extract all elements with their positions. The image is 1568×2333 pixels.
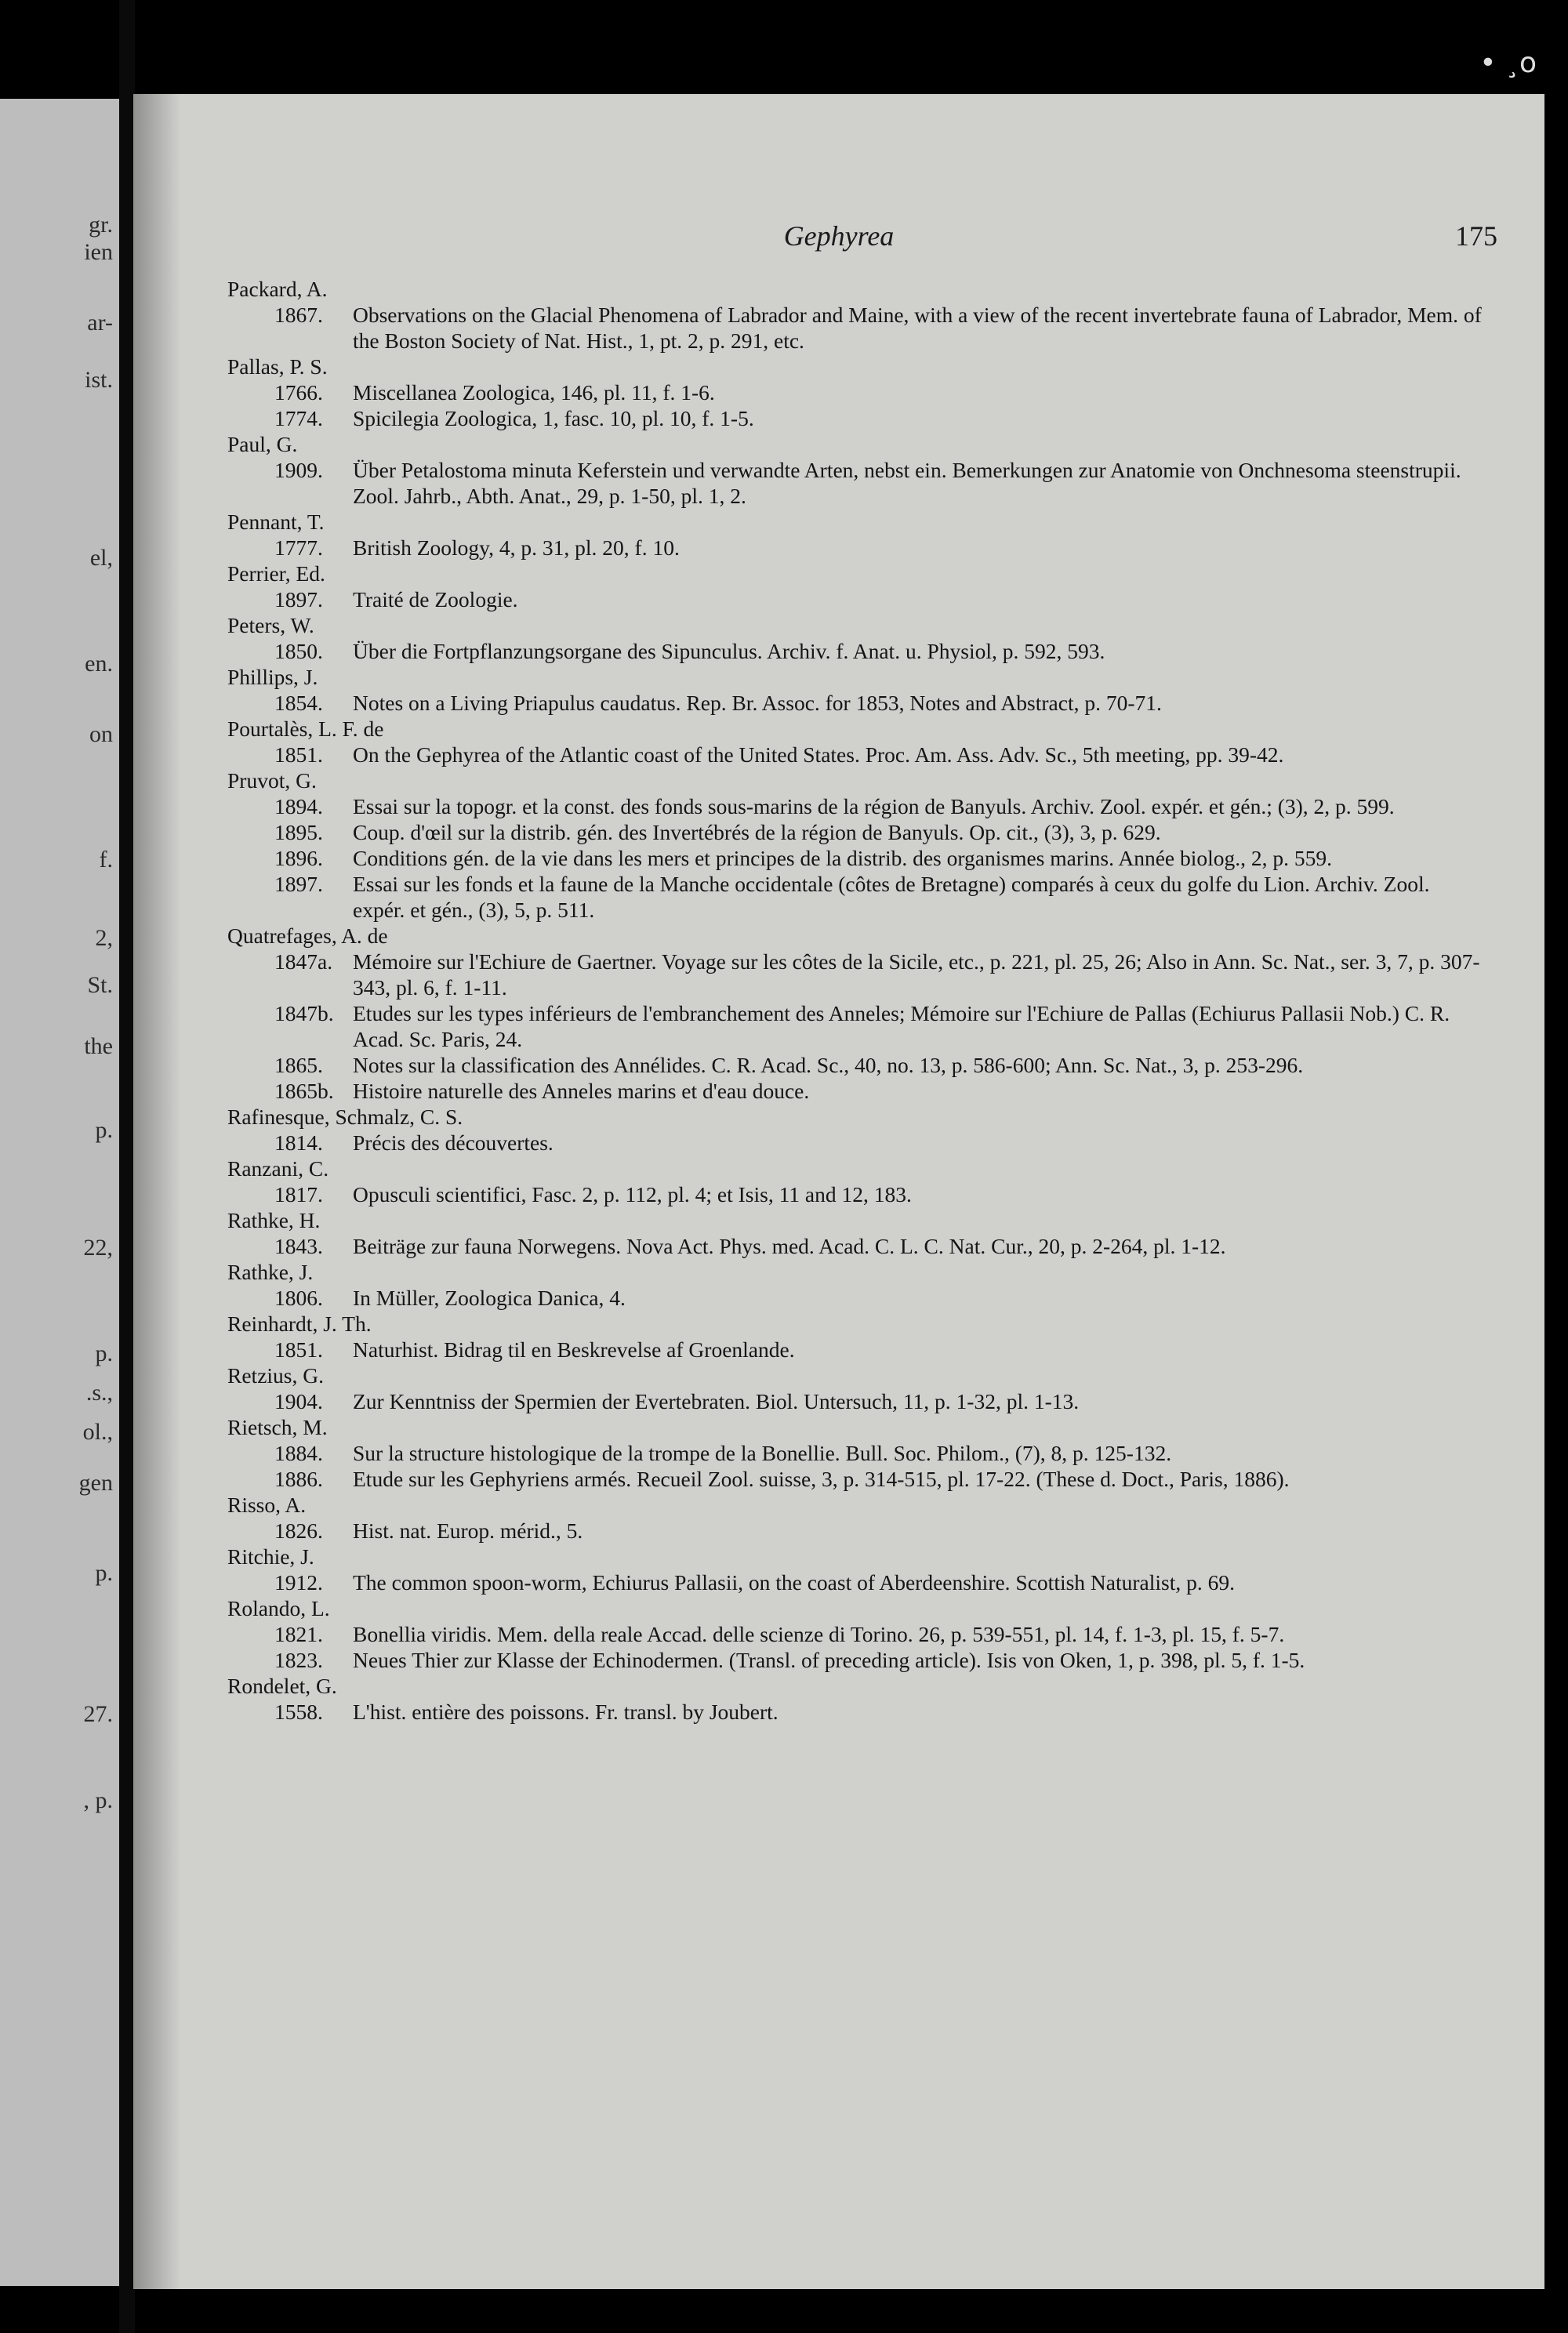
bib-entry <box>274 819 1482 845</box>
bib-text: Mémoire sur l'Echiure de Gaertner. Voyage sur les côtes de la Sicile, etc., p. 221, pl. 25, 26; Also in Ann. Sc. Nat., ser. 3, 7, p. 307-343, pl. 6, f. 1-11. <box>353 949 1480 1000</box>
bib-author: Rolando, L. <box>227 1596 330 1620</box>
bib-text: Beiträge zur fauna Norwegens. Nova Act. Phys. med. Acad. C. L. C. Nat. Cur., 20, p. 2-264, pl. 1-12. <box>353 1234 1226 1258</box>
bib-entry <box>274 638 1482 664</box>
bib-year: 1865. <box>274 1053 323 1077</box>
bib-entry <box>274 1052 1482 1078</box>
bib-entry <box>274 1181 1482 1207</box>
bib-entry <box>274 379 1482 405</box>
bib-entry <box>274 793 1482 819</box>
bib-year: 1894. <box>274 794 323 818</box>
bib-text: Über die Fortpflanzungsorgane des Sipunculus. Archiv. f. Anat. u. Physiol, p. 592, 593. <box>353 639 1105 663</box>
bib-year: 1912. <box>274 1570 323 1595</box>
left-page-text-fragment: p. <box>95 1560 113 1586</box>
bib-author: Rietsch, M. <box>227 1415 328 1439</box>
bib-year: 1895. <box>274 820 323 844</box>
bib-year: 1766. <box>274 380 323 405</box>
bib-year: 1817. <box>274 1182 323 1206</box>
bib-year: 1774. <box>274 406 323 430</box>
bib-text: Conditions gén. de la vie dans les mers et principes de la distrib. des organismes marins. Année biolog., 2, p. 559. <box>353 846 1333 870</box>
bib-entry <box>274 1130 1482 1156</box>
bib-year: 1854. <box>274 691 323 715</box>
left-page-text-fragment: ien <box>84 239 113 265</box>
bib-entry <box>274 302 1482 354</box>
bib-text: Essai sur la topogr. et la const. des fonds sous-marins de la région de Banyuls. Archiv. Zool. expér. et gén.; (3), 2, p. 599. <box>353 794 1395 818</box>
bib-text: Histoire naturelle des Anneles marins et d'eau douce. <box>353 1079 810 1103</box>
bib-author: Pruvot, G. <box>227 768 317 793</box>
bib-text: Naturhist. Bidrag til en Beskrevelse af Groenlande. <box>353 1337 795 1362</box>
bib-text: The common spoon-worm, Echiurus Pallasii, on the coast of Aberdeenshire. Scottish Naturalist, p. 69. <box>353 1570 1236 1595</box>
bib-author: Ritchie, J. <box>227 1544 314 1569</box>
bib-text: Notes on a Living Priapulus caudatus. Rep. Br. Assoc. for 1853, Notes and Abstract, p. 70-71. <box>353 691 1162 715</box>
bib-text: L'hist. entière des poissons. Fr. transl. by Joubert. <box>353 1700 779 1724</box>
left-page-text-fragment: , p. <box>83 1787 113 1813</box>
left-page-text-fragment: p. <box>95 1117 113 1143</box>
bib-text: Notes sur la classification des Annélides. C. R. Acad. Sc., 40, no. 13, p. 586-600; Ann. Sc. Nat., 3, p. 253-296. <box>353 1053 1304 1077</box>
left-page-text-fragment: 2, <box>95 925 113 951</box>
bib-year: 1909. <box>274 458 323 482</box>
bib-author: Rathke, H. <box>227 1208 321 1232</box>
bib-text: Essai sur les fonds et la faune de la Manche occidentale (côtes de Bretagne) comparés à ceux du golfe du Lion. Archiv. Zool. expér. et gén., (3), 5, p. 511. <box>353 872 1430 922</box>
bib-author: Peters, W. <box>227 613 314 637</box>
bib-author: Rondelet, G. <box>227 1674 337 1698</box>
bib-author: Pallas, P. S. <box>227 354 328 379</box>
left-page-text-fragment: 22, <box>83 1235 113 1261</box>
bib-year: 1897. <box>274 587 323 611</box>
bib-year: 1867. <box>274 303 323 327</box>
bib-entry <box>274 1569 1482 1595</box>
bib-year: 1851. <box>274 1337 323 1362</box>
bib-year: 1851. <box>274 742 323 767</box>
bib-year: 1806. <box>274 1286 323 1310</box>
bib-text: Hist. nat. Europ. mérid., 5. <box>353 1518 583 1543</box>
book-gutter <box>119 0 135 2333</box>
bibliography-list <box>227 276 1482 1725</box>
bib-entry <box>274 949 1482 1000</box>
bib-author: Retzius, G. <box>227 1363 324 1388</box>
bib-entry <box>274 871 1482 923</box>
bib-entry <box>274 1647 1482 1673</box>
left-page-text-fragment: p. <box>95 1341 113 1366</box>
bib-year: 1821. <box>274 1622 323 1646</box>
bib-text: British Zoology, 4, p. 31, pl. 20, f. 10. <box>353 535 680 560</box>
bib-entry <box>274 1466 1482 1492</box>
bib-entry <box>274 1337 1482 1362</box>
left-page-text-fragment: ist. <box>85 367 113 393</box>
bib-author: Risso, A. <box>227 1493 307 1517</box>
bib-text: Etudes sur les types inférieurs de l'embranchement des Anneles; Mémoire sur l'Echiure de Pallas (Echiurus Pallasii Nob.) C. R. Acad. Sc. Paris, 24. <box>353 1001 1450 1051</box>
bib-author: Perrier, Ed. <box>227 561 325 586</box>
bib-entry <box>274 405 1482 431</box>
bib-year: 1558. <box>274 1700 323 1724</box>
document-page <box>133 94 1544 2289</box>
bib-text: Précis des découvertes. <box>353 1130 554 1155</box>
left-page-text-fragment: .s., <box>85 1380 113 1406</box>
left-page-text-fragment: St. <box>87 972 113 998</box>
bib-author: Rafinesque, Schmalz, C. S. <box>227 1105 463 1129</box>
bib-entry <box>274 1518 1482 1544</box>
bib-author: Ranzani, C. <box>227 1156 329 1181</box>
bib-year: 1865b. <box>274 1079 334 1103</box>
bib-entry <box>274 586 1482 612</box>
bib-entry <box>274 1233 1482 1259</box>
bib-entry <box>274 1078 1482 1104</box>
bib-entry <box>274 690 1482 716</box>
bib-entry <box>274 1440 1482 1466</box>
bib-entry <box>274 1285 1482 1311</box>
left-page-text-fragment: ar- <box>87 310 113 336</box>
left-page-text-fragment: 27. <box>83 1701 113 1727</box>
left-page-text-fragment: gr. <box>89 212 113 238</box>
bib-year: 1843. <box>274 1234 323 1258</box>
left-page-edge <box>0 99 119 2286</box>
bib-year: 1777. <box>274 535 323 560</box>
bib-year: 1904. <box>274 1389 323 1413</box>
bib-text: Spicilegia Zoologica, 1, fasc. 10, pl. 10, f. 1-5. <box>353 406 754 430</box>
bib-year: 1847b. <box>274 1001 334 1025</box>
running-head: Gephyrea <box>783 220 895 252</box>
bib-entry <box>274 1699 1482 1725</box>
bib-entry <box>274 845 1482 871</box>
corner-mark: • ¸o <box>1479 47 1537 79</box>
bib-author: Packard, A. <box>227 277 328 301</box>
page-shadow <box>133 94 180 2289</box>
bib-entry <box>274 1621 1482 1647</box>
left-page-text-fragment: ol., <box>82 1419 113 1445</box>
bib-author: Phillips, J. <box>227 665 318 689</box>
bib-text: Coup. d'œil sur la distrib. gén. des Invertébrés de la région de Banyuls. Op. cit., (3), 3, p. 629. <box>353 820 1161 844</box>
bib-entry <box>274 457 1482 509</box>
bib-text: In Müller, Zoologica Danica, 4. <box>353 1286 626 1310</box>
bib-text: Opusculi scientifici, Fasc. 2, p. 112, pl. 4; et Isis, 11 and 12, 183. <box>353 1182 912 1206</box>
left-page-text-fragment: f. <box>99 847 113 873</box>
bib-text: Über Petalostoma minuta Keferstein und verwandte Arten, nebst ein. Bemerkungen zur Anatomie von Onchnesoma steenstrupii. Zool. Jahrb., Abth. Anat., 29, p. 1-50, pl. 1, 2. <box>353 458 1461 508</box>
bib-entry <box>274 535 1482 561</box>
bib-entry <box>274 1388 1482 1414</box>
bib-year: 1850. <box>274 639 323 663</box>
bib-text: Miscellanea Zoologica, 146, pl. 11, f. 1-6. <box>353 380 715 405</box>
bib-year: 1886. <box>274 1467 323 1491</box>
bib-text: Etude sur les Gephyriens armés. Recueil Zool. suisse, 3, p. 314-515, pl. 17-22. (These d. Doct., Paris, 1886). <box>353 1467 1290 1491</box>
bib-author: Pourtalès, L. F. de <box>227 717 384 741</box>
bib-entry <box>274 742 1482 767</box>
bib-author: Reinhardt, J. Th. <box>227 1312 372 1336</box>
bib-year: 1847a. <box>274 949 333 974</box>
bib-year: 1826. <box>274 1518 323 1543</box>
bib-year: 1897. <box>274 872 323 896</box>
bib-text: Neues Thier zur Klasse der Echinodermen. (Transl. of preceding article). Isis von Oken, 1, p. 398, pl. 5, f. 1-5. <box>353 1648 1305 1672</box>
left-page-text-fragment: the <box>84 1033 113 1059</box>
left-page-text-fragment: gen <box>78 1470 113 1496</box>
bib-year: 1823. <box>274 1648 323 1672</box>
bib-author: Paul, G. <box>227 432 298 456</box>
left-page-text-fragment: en. <box>85 651 113 677</box>
bib-author: Quatrefages, A. de <box>227 923 388 948</box>
bib-text: Observations on the Glacial Phenomena of Labrador and Maine, with a view of the recent invertebrate fauna of Labrador, Mem. of the Boston Society of Nat. Hist., 1, pt. 2, p. 291, etc. <box>353 303 1482 353</box>
bib-text: Zur Kenntniss der Spermien der Evertebraten. Biol. Untersuch, 11, p. 1-32, pl. 1-13. <box>353 1389 1080 1413</box>
bib-author: Pennant, T. <box>227 510 325 534</box>
bib-year: 1884. <box>274 1441 323 1465</box>
left-page-text-fragment: on <box>89 721 113 747</box>
left-page-text-fragment: el, <box>89 545 113 571</box>
bib-author: Rathke, J. <box>227 1260 314 1284</box>
bib-entry <box>274 1000 1482 1052</box>
page-number: 175 <box>1455 220 1497 252</box>
bib-year: 1814. <box>274 1130 323 1155</box>
bib-text: On the Gephyrea of the Atlantic coast of the United States. Proc. Am. Ass. Adv. Sc., 5th meeting, pp. 39-42. <box>353 742 1284 767</box>
bib-text: Bonellia viridis. Mem. della reale Accad. delle scienze di Torino. 26, p. 539-551, pl. 14, f. 1-3, pl. 15, f. 5-7. <box>353 1622 1285 1646</box>
bib-text: Traité de Zoologie. <box>353 587 518 611</box>
bib-text: Sur la structure histologique de la trompe de la Bonellie. Bull. Soc. Philom., (7), 8, p. 125-132. <box>353 1441 1172 1465</box>
bib-year: 1896. <box>274 846 323 870</box>
